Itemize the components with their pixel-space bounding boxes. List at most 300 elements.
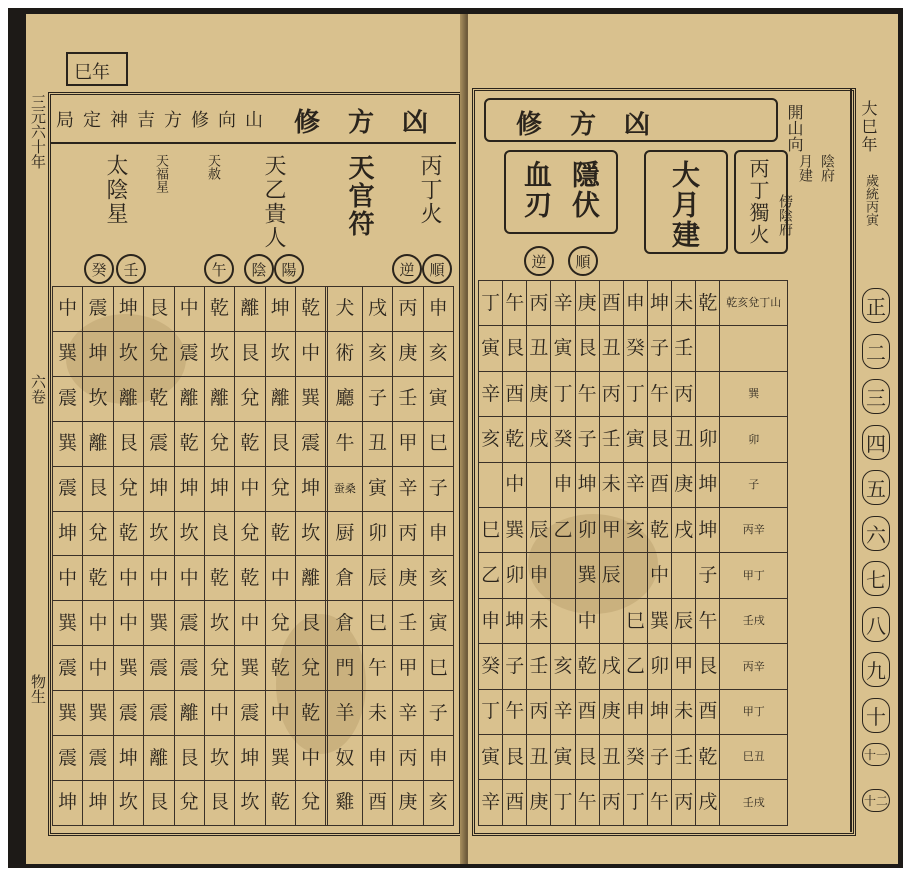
right-grid-cell: 乾 [575,644,599,689]
right-grid-cell: 巽 [503,508,527,553]
left-grid-cell: 離 [144,736,174,781]
circle-ren: 壬 [116,254,146,284]
right-grid-cell: 丑 [599,735,623,780]
left-grid-cell: 巽 [83,691,113,736]
left-grid-cell: 術 [327,331,362,376]
left-grid-cell: 震 [53,466,83,511]
right-grid-cell: 寅 [551,326,575,371]
left-page [26,14,464,864]
left-grid-cell: 坎 [204,601,234,646]
right-grid-cell [551,598,575,643]
right-grid-row [479,780,788,826]
left-grid-cell: 牛 [327,421,362,466]
right-grid-cell: 坤 [647,281,671,326]
left-grid-cell: 乾 [174,421,204,466]
left-grid-cell: 艮 [83,466,113,511]
right-grid-cell [527,462,551,507]
right-grid-cell: 酉 [503,371,527,416]
month-column [852,280,896,826]
left-grid-cell: 震 [296,421,326,466]
left-grid-cell: 巽 [113,646,143,691]
left-grid-cell: 坤 [174,466,204,511]
right-grid-cell: 辰 [672,598,696,643]
left-grid-row [53,780,454,825]
right-grid-cell: 午 [575,371,599,416]
left-grid-cell: 申 [423,287,453,332]
small-note-cell: 甲丁 [720,689,788,734]
right-grid-cell: 酉 [647,462,671,507]
right-grid-cell: 子 [696,553,720,598]
right-grid-cell: 未 [527,598,551,643]
right-grid-cell: 酉 [696,689,720,734]
left-grid-cell: 巽 [53,601,83,646]
small-note-cell: 子 [720,462,788,507]
left-grid-cell: 巳 [423,421,453,466]
left-grid-cell: 離 [204,376,234,421]
left-grid-cell: 震 [144,646,174,691]
circle-yin: 陰 [244,254,274,284]
right-grid-cell: 丑 [672,417,696,462]
right-grid-row [479,553,788,598]
left-grid-cell: 坎 [144,511,174,556]
left-grid-cell: 中 [204,691,234,736]
left-grid-cell: 中 [83,646,113,691]
right-grid-row [479,326,788,371]
left-grid-cell: 巳 [362,601,392,646]
left-grid-cell: 離 [174,376,204,421]
circle-ni-left: 逆 [392,254,422,284]
left-grid-cell: 巽 [235,646,265,691]
left-grid-cell: 巽 [53,691,83,736]
right-grid-cell: 丁 [551,780,575,826]
left-grid-cell: 艮 [265,421,295,466]
left-grid-cell: 艮 [144,780,174,825]
left-grid-cell: 震 [53,376,83,421]
left-grid-cell: 中 [235,601,265,646]
left-grid-row [53,466,454,511]
header-tianfu: 天福星 [153,154,168,193]
right-grid-cell: 申 [551,462,575,507]
left-grid-cell: 中 [235,466,265,511]
right-grid-cell: 庚 [575,281,599,326]
right-grid-cell: 癸 [479,644,503,689]
left-grid-cell: 離 [83,421,113,466]
header-guanfu: 天官符 [344,154,374,238]
right-grid [478,280,788,826]
left-grid-cell: 兌 [265,466,295,511]
left-grid-cell: 震 [113,691,143,736]
left-grid-cell: 震 [174,601,204,646]
left-grid-cell: 寅 [362,466,392,511]
month-label: 正 [862,288,890,323]
left-grid-cell: 兌 [83,511,113,556]
left-grid-cell: 中 [83,601,113,646]
right-grid-cell: 寅 [479,326,503,371]
left-grid-cell: 兌 [144,331,174,376]
left-grid-cell: 乾 [265,511,295,556]
right-grid-cell: 午 [696,598,720,643]
left-grid-cell: 兌 [204,421,234,466]
right-grid-cell [551,553,575,598]
right-grid-cell: 子 [503,644,527,689]
left-grid-cell: 雞 [327,780,362,825]
right-grid-cell: 坤 [575,462,599,507]
left-grid-cell: 丑 [362,421,392,466]
left-grid-cell: 午 [362,646,392,691]
right-grid-cell: 丑 [599,326,623,371]
right-grid-cell: 艮 [696,644,720,689]
left-grid-cell: 乾 [83,556,113,601]
right-grid-cell: 丑 [527,326,551,371]
big-month-label: 大月建 [668,160,701,250]
left-grid-cell: 兌 [296,780,326,825]
left-grid-cell: 兌 [296,646,326,691]
right-grid-cell: 丁 [551,371,575,416]
right-grid-row [479,281,788,326]
left-grid-cell: 中 [113,601,143,646]
left-grid [52,286,454,826]
right-grid-cell: 申 [479,598,503,643]
right-grid-cell: 丙 [527,689,551,734]
left-grid-cell: 中 [144,556,174,601]
circle-wu: 午 [204,254,234,284]
left-grid-cell: 乾 [235,556,265,601]
left-grid-cell: 蚕桑 [327,466,362,511]
right-grid-cell: 壬 [672,735,696,780]
month-label: 三 [862,379,890,414]
left-grid-cell: 兌 [235,511,265,556]
left-grid-cell: 戌 [362,287,392,332]
left-grid-cell: 乾 [235,421,265,466]
left-grid-cell: 犬 [327,287,362,332]
left-grid-cell: 坎 [235,780,265,825]
right-grid-cell: 巽 [647,598,671,643]
right-grid-cell: 丁 [479,689,503,734]
right-grid-cell: 癸 [623,735,647,780]
left-grid-cell: 中 [174,556,204,601]
left-grid-cell: 乾 [144,376,174,421]
right-grid-row [479,508,788,553]
header-bangyinfu: 傍陰府 [777,194,793,236]
small-note-cell: 壬戌 [720,780,788,826]
small-note-cell: 巽 [720,371,788,416]
right-grid-cell: 丑 [527,735,551,780]
left-grid-cell: 兌 [204,646,234,691]
right-grid-cell: 壬 [672,326,696,371]
left-grid-cell: 中 [265,691,295,736]
right-grid-cell: 午 [503,689,527,734]
header-tianyi: 天乙貴人 [261,154,286,250]
left-grid-cell: 羊 [327,691,362,736]
left-grid-cell: 坤 [113,287,143,332]
small-note-cell: 壬戌 [720,598,788,643]
right-grid-cell: 庚 [527,780,551,826]
left-grid-cell: 中 [113,556,143,601]
left-grid-row [53,511,454,556]
left-grid-cell: 良 [204,511,234,556]
right-grid-cell: 艮 [575,326,599,371]
left-grid-cell: 丙 [393,736,423,781]
left-grid-cell: 兌 [174,780,204,825]
right-grid-cell: 艮 [503,326,527,371]
right-grid-cell: 癸 [623,326,647,371]
left-grid-cell: 中 [265,556,295,601]
right-grid-cell: 卯 [503,553,527,598]
left-grid-cell: 震 [144,421,174,466]
right-grid-cell: 乙 [623,644,647,689]
left-grid-row [53,421,454,466]
right-grid-cell: 乾 [696,735,720,780]
right-grid-cell: 坤 [696,508,720,553]
left-grid-cell: 丙 [393,511,423,556]
left-grid-cell: 艮 [174,736,204,781]
left-grid-cell: 坎 [83,376,113,421]
left-grid-cell: 震 [235,691,265,736]
circle-shun-right: 順 [568,246,598,276]
left-grid-cell: 離 [265,376,295,421]
header-yuejian: 月建 [797,154,813,182]
right-grid-cell: 甲 [599,508,623,553]
right-grid-cell: 申 [527,553,551,598]
margin-bottom: 物生 [29,674,47,704]
hidden-fu-label: 隱伏 [568,160,601,220]
right-grid-cell: 未 [672,281,696,326]
left-grid-cell: 艮 [144,287,174,332]
left-grid-cell: 申 [423,736,453,781]
small-note-cell: 巳丑 [720,735,788,780]
right-grid-cell: 亥 [551,644,575,689]
left-grid-cell: 甲 [393,646,423,691]
left-grid-cell: 乾 [204,556,234,601]
right-grid-cell: 寅 [551,735,575,780]
right-grid-cell: 辛 [623,462,647,507]
left-grid-cell: 坤 [204,466,234,511]
left-grid-cell: 卯 [362,511,392,556]
right-grid-cell: 戌 [696,780,720,826]
left-grid-cell: 坤 [83,780,113,825]
left-grid-cell: 坤 [53,511,83,556]
margin-text: 三元六十年 [29,94,47,169]
right-grid-cell: 乾 [503,417,527,462]
right-grid-cell: 戌 [672,508,696,553]
right-header-strip: 開山向 [785,104,804,152]
left-grid-cell: 庚 [393,780,423,825]
right-grid-cell: 酉 [503,780,527,826]
right-grid-cell: 甲 [672,644,696,689]
corner-tab [66,52,128,86]
right-grid-cell: 寅 [479,735,503,780]
left-grid-cell: 子 [423,691,453,736]
left-grid-cell: 震 [53,646,83,691]
right-grid-cell: 辰 [527,508,551,553]
blood-blade-label: 血刃 [520,160,553,220]
right-grid-cell: 庚 [599,689,623,734]
big-month-box [644,150,728,254]
left-grid-cell: 兌 [265,601,295,646]
left-grid-cell: 坤 [296,466,326,511]
left-grid-cell: 厨 [327,511,362,556]
corner-tab-text: 巳年 [74,62,110,83]
title-rule [50,142,456,144]
left-grid-cell: 離 [296,556,326,601]
right-grid-cell: 午 [503,281,527,326]
circle-ni-right: 逆 [524,246,554,276]
left-grid-cell: 震 [53,736,83,781]
left-grid-cell: 子 [423,466,453,511]
left-grid-cell: 坤 [265,287,295,332]
right-grid-cell: 丁 [623,780,647,826]
left-grid-cell: 倉 [327,601,362,646]
left-grid-cell: 兌 [113,466,143,511]
small-note-cell [720,326,788,371]
left-grid-cell: 巳 [423,646,453,691]
left-grid-cell: 坎 [265,331,295,376]
left-grid-cell: 兌 [235,376,265,421]
month-label: 六 [862,516,890,551]
left-grid-cell: 巽 [265,736,295,781]
right-grid-cell: 坤 [647,689,671,734]
right-grid-cell: 辛 [551,281,575,326]
right-grid-cell: 子 [647,735,671,780]
right-grid-cell: 午 [647,371,671,416]
right-grid-cell: 子 [575,417,599,462]
right-grid-cell [696,371,720,416]
header-taiyin: 太陰星 [103,154,128,226]
right-grid-cell: 戌 [599,644,623,689]
left-grid-cell: 酉 [362,780,392,825]
left-grid-row [53,736,454,781]
left-grid-row [53,601,454,646]
left-grid-cell: 乾 [113,511,143,556]
right-grid-cell: 卯 [647,644,671,689]
right-grid-cell: 申 [623,689,647,734]
left-grid-cell: 艮 [296,601,326,646]
left-grid-cell: 申 [362,736,392,781]
right-grid-row [479,462,788,507]
left-grid-cell: 丙 [393,287,423,332]
left-grid-cell: 震 [83,736,113,781]
right-grid-cell [479,462,503,507]
header-bingding: 丙丁火 [417,154,442,226]
hidden-blade-box [504,150,618,234]
left-grid-cell: 坎 [113,331,143,376]
month-label: 十二 [862,789,890,812]
left-grid-cell: 亥 [423,331,453,376]
right-grid-cell: 乾 [696,281,720,326]
right-grid-cell: 壬 [527,644,551,689]
left-grid-row [53,331,454,376]
left-grid-cell: 壬 [393,376,423,421]
left-grid-cell: 乾 [296,691,326,736]
right-grid-cell: 壬 [599,417,623,462]
single-fire-label: 丙丁獨火 [746,158,770,246]
left-grid-cell: 亥 [362,331,392,376]
small-note-cell: 甲丁 [720,553,788,598]
right-grid-cell: 巳 [479,508,503,553]
right-grid-cell: 艮 [575,735,599,780]
month-label: 五 [862,470,890,505]
left-grid-cell: 奴 [327,736,362,781]
right-grid-cell: 丙 [672,371,696,416]
left-grid-cell: 壬 [393,601,423,646]
left-grid-cell: 震 [144,691,174,736]
right-page-title: 修方凶 [516,110,679,140]
right-grid-cell [672,553,696,598]
right-grid-cell: 巳 [623,598,647,643]
right-grid-cell: 午 [647,780,671,826]
right-grid-cell: 戌 [527,417,551,462]
left-grid-cell: 坎 [204,331,234,376]
left-grid-cell: 坎 [113,780,143,825]
side-sub: 歲統丙寅 [863,174,878,226]
left-grid-cell: 坤 [83,331,113,376]
circle-yang: 陽 [274,254,304,284]
right-grid-cell [696,326,720,371]
right-grid-cell: 辛 [479,780,503,826]
right-grid-cell: 卯 [575,508,599,553]
right-grid-row [479,417,788,462]
right-grid-row [479,644,788,689]
left-grid-row [53,691,454,736]
left-grid-cell: 離 [113,376,143,421]
right-grid-cell: 酉 [599,281,623,326]
right-grid-cell: 艮 [647,417,671,462]
left-grid-cell: 坤 [53,780,83,825]
month-label: 九 [862,652,890,687]
left-grid-cell: 庚 [393,331,423,376]
small-note-cell: 乾亥兌丁山 [720,281,788,326]
right-grid-cell: 卯 [696,417,720,462]
left-subtitle: 山向修方吉神定局 [56,110,272,131]
right-grid-cell: 寅 [623,417,647,462]
left-grid-cell: 乾 [265,780,295,825]
left-grid-cell: 坤 [235,736,265,781]
right-grid-cell: 中 [503,462,527,507]
left-grid-cell: 坤 [113,736,143,781]
right-grid-cell: 酉 [575,689,599,734]
left-grid-cell: 巽 [53,331,83,376]
small-note-cell: 丙辛 [720,644,788,689]
left-grid-cell: 坎 [204,736,234,781]
right-grid-cell: 亥 [479,417,503,462]
right-grid-cell: 辛 [479,371,503,416]
left-grid-cell: 子 [362,376,392,421]
left-grid-cell: 坤 [144,466,174,511]
right-grid-cell: 辛 [551,689,575,734]
left-grid-cell: 倉 [327,556,362,601]
right-grid-cell: 坤 [696,462,720,507]
right-grid-cell: 丙 [599,371,623,416]
right-grid-cell: 申 [623,281,647,326]
left-grid-cell: 坎 [174,511,204,556]
left-grid-row [53,646,454,691]
left-grid-cell: 辛 [393,466,423,511]
small-note-cell: 卯 [720,417,788,462]
right-grid-cell: 中 [647,553,671,598]
right-grid-cell: 坤 [503,598,527,643]
left-grid-cell: 庚 [393,556,423,601]
header-tianshe: 天赦 [205,154,220,180]
header-yinfu: 陰府 [819,154,835,182]
left-grid-cell: 亥 [423,780,453,825]
right-grid-cell [623,553,647,598]
left-grid-cell: 未 [362,691,392,736]
left-grid-cell: 震 [83,287,113,332]
left-grid-cell: 甲 [393,421,423,466]
left-grid-cell: 巽 [53,421,83,466]
left-grid-cell: 中 [296,736,326,781]
left-grid-cell: 離 [174,691,204,736]
